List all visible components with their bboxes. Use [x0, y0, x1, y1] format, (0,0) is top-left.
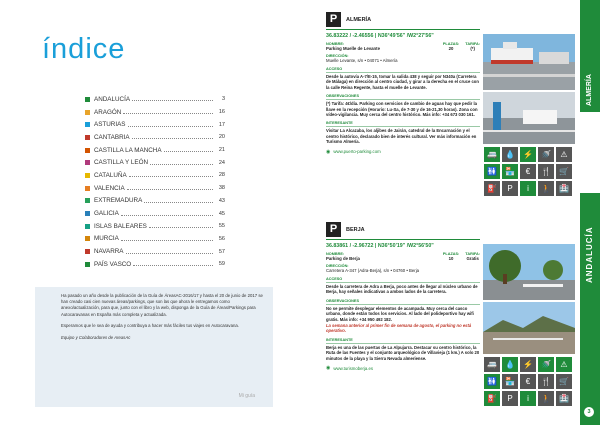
toc-page-number: 28 — [218, 172, 225, 179]
toc-color-square — [85, 148, 90, 153]
index-title: índice — [42, 33, 126, 65]
intro-paragraph-1: Ha pasado un año desde la publicación de la Guía de ÁreasAC-2016/17 y hasta el 20 de junio de 2017 se han creado casi cien nuevas áreas/parkings, que son las que ahora le entregamos como anexo/actualización, para que, junto con el libro y la web, disponga de la Guía de Áreas/Parkings para Autocaravanas en España más completa y actualizada. — [61, 293, 263, 317]
service-icon: 🏥 — [556, 391, 572, 406]
observations-warning: La semana anterior al primer fin de semana de agosto, el parking no está operativo. — [326, 323, 472, 334]
toc-item[interactable] — [85, 106, 225, 119]
mi-guia-logo: Mi guía — [238, 392, 255, 399]
toc-page-number: 38 — [218, 185, 225, 192]
toc-page-number: 16 — [218, 109, 225, 116]
right-page — [300, 0, 600, 425]
intro-note — [35, 287, 273, 407]
toc-label: ISLAS BALEARES — [94, 222, 147, 230]
toc-page-number: 24 — [218, 159, 225, 166]
toc-color-square — [85, 262, 90, 267]
toc-color-square — [85, 186, 90, 191]
address-label: DIRECCIÓN: — [326, 54, 349, 58]
toc-item[interactable] — [85, 169, 225, 182]
toc-page-number: 43 — [218, 197, 225, 204]
coordinates: 36.83861 / -2.96722 | N36°50'19" /W2°56'50" — [326, 243, 434, 249]
service-icon: ⛽ — [484, 391, 500, 406]
observations-label: OBSERVACIONES — [326, 299, 480, 305]
toc-leader — [129, 173, 213, 177]
website-url: www.puerto-parking.com — [333, 149, 381, 155]
divider — [326, 29, 480, 30]
toc-color-square — [85, 110, 90, 115]
toc-color-square — [85, 211, 90, 216]
access-text: Desde la autovía A-7/E-15, tomar la salida 438 y seguir por N340a (Carretera de Málaga) en dirección al centro ciudad, y girar a la derecha en el cruce con la calle Reina Regente, hasta el muelle de Levante. — [326, 74, 479, 90]
service-icon: ⛽ — [484, 181, 500, 196]
toc-page-number: 55 — [218, 223, 225, 230]
access-label: ACCESO — [326, 277, 480, 283]
toc-label: PAÍS VASCO — [94, 260, 132, 268]
service-icon: 🏪 — [502, 164, 518, 179]
toc-label: NAVARRA — [94, 248, 124, 256]
intro-signature: Equipo y Colaboradores de AreasAc — [61, 335, 131, 341]
coordinates: 36.83222 / -2.46556 | N36°49'56" /W2°27'56" — [326, 33, 434, 39]
toc-leader — [132, 135, 213, 139]
service-icon: 💧 — [502, 357, 518, 372]
entry-almeria — [326, 12, 480, 155]
toc-leader — [133, 262, 213, 266]
toc-label: CASTILLA Y LEÓN — [94, 159, 149, 167]
toc-item[interactable] — [85, 118, 225, 131]
name-label: NOMBRE: — [326, 42, 345, 46]
toc-label: CASTILLA LA MANCHA — [94, 146, 162, 154]
toc-page-number: 45 — [218, 210, 225, 217]
service-icon: 🚿 — [538, 357, 554, 372]
toc-item[interactable] — [85, 245, 225, 258]
observations-label: OBSERVACIONES — [326, 94, 480, 100]
toc-leader — [123, 110, 213, 114]
service-icon: 🏪 — [502, 374, 518, 389]
website-link[interactable] — [326, 365, 480, 371]
toc-item[interactable] — [85, 131, 225, 144]
side-tab-almeria — [580, 0, 600, 112]
toc-color-square — [85, 224, 90, 229]
toc-page-number: 3 — [221, 96, 225, 103]
toc-label: ANDALUCÍA — [94, 95, 131, 103]
service-icon: 🚐 — [484, 147, 500, 162]
globe-icon: ◉ — [326, 148, 331, 155]
photo-almeria-port — [483, 34, 575, 90]
service-icon: € — [520, 164, 536, 179]
side-tab-label: ANDALUCÍA — [585, 226, 594, 283]
side-tab-andalucia — [580, 193, 600, 425]
toc-leader — [121, 212, 213, 216]
service-icon: 🚶 — [538, 391, 554, 406]
divider — [326, 239, 480, 240]
toc-color-square — [85, 122, 90, 127]
entry-berja — [326, 222, 480, 371]
toc-leader — [164, 148, 213, 152]
service-icon: 🏥 — [556, 181, 572, 196]
toc-leader — [126, 250, 213, 254]
toc-color-square — [85, 135, 90, 140]
toc-color-square — [85, 249, 90, 254]
toc-leader — [128, 123, 214, 127]
address-value: Carretera A-347 (Adra-Berja), s/n • 04760 • Berja — [326, 268, 420, 273]
fee-value: Gratis — [466, 256, 479, 261]
interesting-text: Visitar La Alcazaba, los aljibes de Jairán, catedral de la Encarnación y el centro histórico, declarado bien de interés cultural. Ver más información en Turismo Almería. — [326, 128, 477, 145]
page-number: 3 — [584, 407, 594, 417]
service-icon: 🍴 — [538, 164, 554, 179]
toc-color-square — [85, 160, 90, 165]
interesting-label: INTERESANTE — [326, 121, 480, 127]
address-value: Muelle Levante, s/n • 04071 • Almería — [326, 58, 398, 63]
service-icon: 🚐 — [484, 357, 500, 372]
places-value: 20 — [448, 46, 454, 51]
toc-leader — [149, 224, 213, 228]
photo-berja-road — [483, 244, 575, 300]
toc-leader — [121, 237, 213, 241]
toc-item[interactable] — [85, 207, 225, 220]
fee-label: TARIFA: — [465, 252, 480, 256]
toc-label: MURCIA — [94, 235, 119, 243]
toc-label: GALICIA — [94, 210, 119, 218]
name-value: Parking Muelle de Levante — [326, 46, 380, 51]
observations-text: No se permite desplegar elementos de acampada. Muy cerca del casco urbano, donde están todos los servicios. Al lado del polideportivo hay wifi gratis. Más info: +34 950 492 182. — [326, 305, 474, 322]
toc-label: VALENCIA — [94, 184, 125, 192]
toc-label: ASTURIAS — [94, 121, 126, 129]
parking-badge: P — [326, 12, 341, 27]
toc-item[interactable] — [85, 144, 225, 157]
service-icon: 🍴 — [538, 374, 554, 389]
toc-page-number: 57 — [218, 248, 225, 255]
toc-page-number: 21 — [218, 147, 225, 154]
toc-item[interactable] — [85, 258, 225, 271]
parking-badge: P — [326, 222, 341, 237]
entry-title: ALMERÍA — [346, 16, 372, 23]
service-icon: i — [520, 391, 536, 406]
service-icon: P — [502, 181, 518, 196]
service-icon: P — [502, 391, 518, 406]
fee-label: TARIFA: — [465, 42, 480, 46]
services-icons-berja — [484, 357, 572, 406]
service-icon: 🚻 — [484, 374, 500, 389]
service-icon: ⚠ — [556, 357, 572, 372]
toc-item[interactable] — [85, 220, 225, 233]
access-text: Desde la carretera de Adra a Berja, poco antes de llegar al núcleo urbano de Berja, hay señales indicativas a ambos lados de la carretera. — [326, 284, 478, 295]
places-label: PLAZAS: — [442, 42, 460, 46]
intro-paragraph-2: Esperamos que le sea de ayuda y contribuya a hacer más fáciles tus viajes en Autocaravana. — [61, 322, 239, 328]
interesting-label: INTERESANTE — [326, 338, 480, 344]
name-label: NOMBRE: — [326, 252, 345, 256]
access-label: ACCESO — [326, 67, 480, 73]
toc-page-number: 20 — [218, 134, 225, 141]
toc-color-square — [85, 173, 90, 178]
service-icon: ⚡ — [520, 357, 536, 372]
toc-page-number: 56 — [218, 235, 225, 242]
photo-berja-parking — [483, 302, 575, 354]
toc-page-number: 59 — [218, 261, 225, 268]
service-icon: i — [520, 181, 536, 196]
toc-color-square — [85, 198, 90, 203]
name-value: Parking de Berja — [326, 256, 360, 261]
service-icon: 🛒 — [556, 374, 572, 389]
entry-title: BERJA — [346, 226, 365, 233]
photo-almeria-parking — [483, 92, 575, 144]
fee-value: (*) — [470, 46, 475, 51]
observations-text: (*) Tarifa: 4€/día. Parking con servicios de cambio de aguas hay que pedir la llave en la recepción (Horario: Lu-Sa, de 7-30 y de 16-21,30 horas). Zona con vídeo-vigilancia. Muy cerca del centro histórico. Más info: +34 673 030 161. — [326, 101, 478, 118]
toc-color-square — [85, 97, 90, 102]
toc-item[interactable] — [85, 195, 225, 208]
toc-item[interactable] — [85, 93, 225, 106]
toc-color-square — [85, 236, 90, 241]
toc-leader — [150, 161, 213, 165]
service-icon: 🚶 — [538, 181, 554, 196]
places-label: PLAZAS: — [442, 252, 460, 256]
service-icon: € — [520, 374, 536, 389]
service-icon: ⚡ — [520, 147, 536, 162]
services-icons-almeria — [484, 147, 572, 196]
interesting-text: Berja es una de las puertas de La Alpujarra. Destacar su centro histórico, la Ruta de las Fuentes y el conjunto arqueológico de Villavieja (1 km.) A solo 20 minutos de la playa y la Sierra Nevada almeriense. — [326, 344, 480, 361]
toc-item[interactable] — [85, 233, 225, 246]
toc-item[interactable] — [85, 182, 225, 195]
service-icon: 💧 — [502, 147, 518, 162]
service-icon: 🚻 — [484, 164, 500, 179]
toc-leader — [144, 199, 213, 203]
toc-label: EXTREMADURA — [94, 197, 143, 205]
side-tab-label: ALMERÍA — [586, 74, 593, 106]
globe-icon: ◉ — [326, 365, 331, 372]
toc-item[interactable] — [85, 156, 225, 169]
toc-leader — [127, 186, 213, 190]
service-icon: 🚿 — [538, 147, 554, 162]
service-icon: ⚠ — [556, 147, 572, 162]
toc-label: CANTABRIA — [94, 133, 130, 141]
service-icon: 🛒 — [556, 164, 572, 179]
toc-leader — [132, 97, 213, 101]
places-value: 10 — [448, 256, 454, 261]
address-label: DIRECCIÓN: — [326, 264, 349, 268]
toc-label: CATALUÑA — [94, 171, 127, 179]
toc-page-number: 17 — [218, 121, 225, 128]
website-link[interactable] — [326, 149, 480, 155]
website-url: www.turismoberja.es — [333, 365, 374, 371]
toc-label: ARAGÓN — [94, 108, 122, 116]
table-of-contents — [85, 93, 225, 271]
